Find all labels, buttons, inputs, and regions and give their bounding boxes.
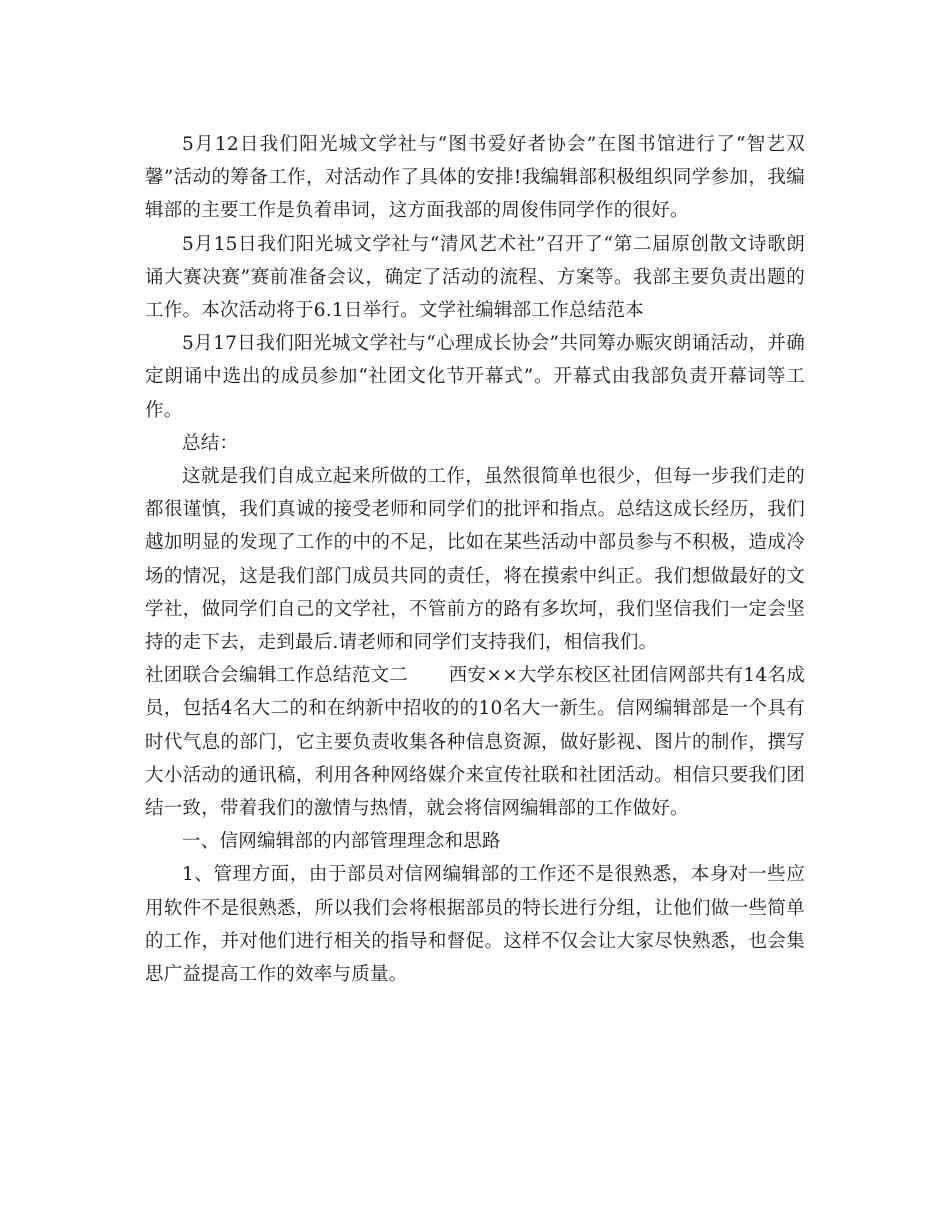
paragraph-section-two xyxy=(145,659,805,825)
paragraph-may-15: 5月15日我们阳光城文学社与“清风艺术社”召开了“第二届原创散文诗歌朗诵大赛决赛”赛前准备会议，确定了活动的流程、方案等。我部主要负责出题的工作。本次活动将于6.1日举行。文学社编辑部工作总结范本 xyxy=(145,233,805,322)
summary-heading: 总结： xyxy=(182,432,239,454)
subheading-management-ideas: 一、信网编辑部的内部管理理念和思路 xyxy=(182,831,501,853)
document-page xyxy=(145,128,805,991)
section-two-body: 西安××大学东校区社团信网部共有14名成员，包括4名大二的和在纳新中招收的的10名大一新生。信网编辑部是一个具有时代气息的部门，它主要负责收集各种信息资源，做好影视、图片的制作，撰写大小活动的通讯稿，利用各种网络媒介来宣传社联和社团活动。相信只要我们团结一致，带着我们的激情与热情，就会将信网编辑部的工作做好。 xyxy=(145,665,805,820)
paragraph-management: 1、管理方面，由于部员对信网编辑部的工作还不是很熟悉，本身对一些应用软件不是很熟悉，所以我们会将根据部员的特长进行分组，让他们做一些简单的工作，并对他们进行相关的指导和督促。这样不仅会让大家尽快熟悉，也会集思广益提高工作的效率与质量。 xyxy=(145,864,805,986)
paragraph-may-12: 5月12日我们阳光城文学社与“图书爱好者协会”在图书馆进行了“智艺双馨”活动的筹备工作，对活动作了具体的安排!我编辑部积极组织同学参加，我编辑部的主要工作是负着串词，这方面我部的周俊伟同学作的很好。 xyxy=(145,134,805,222)
section-two-title: 社团联合会编辑工作总结范文二 xyxy=(145,665,409,687)
paragraph-may-17: 5月17日我们阳光城文学社与“心理成长协会”共同筹办赈灾朗诵活动，并确定朗诵中选出的成员参加“社团文化节开幕式”。开幕式由我部负责开幕词等工作。 xyxy=(145,333,805,421)
paragraph-summary: 这就是我们自成立起来所做的工作，虽然很简单也很少，但每一步我们走的都很谨慎，我们真诚的接受老师和同学们的批评和指点。总结这成长经历，我们越加明显的发现了工作的中的不足，比如在某些活动中部员参与不积极，造成冷场的情况，这是我们部门成员共同的责任，将在摸索中纠正。我们想做最好的文学社，做同学们自己的文学社，不管前方的路有多坎坷，我们坚信我们一定会坚持的走下去，走到最后.请老师和同学们支持我们，相信我们。 xyxy=(145,466,805,654)
